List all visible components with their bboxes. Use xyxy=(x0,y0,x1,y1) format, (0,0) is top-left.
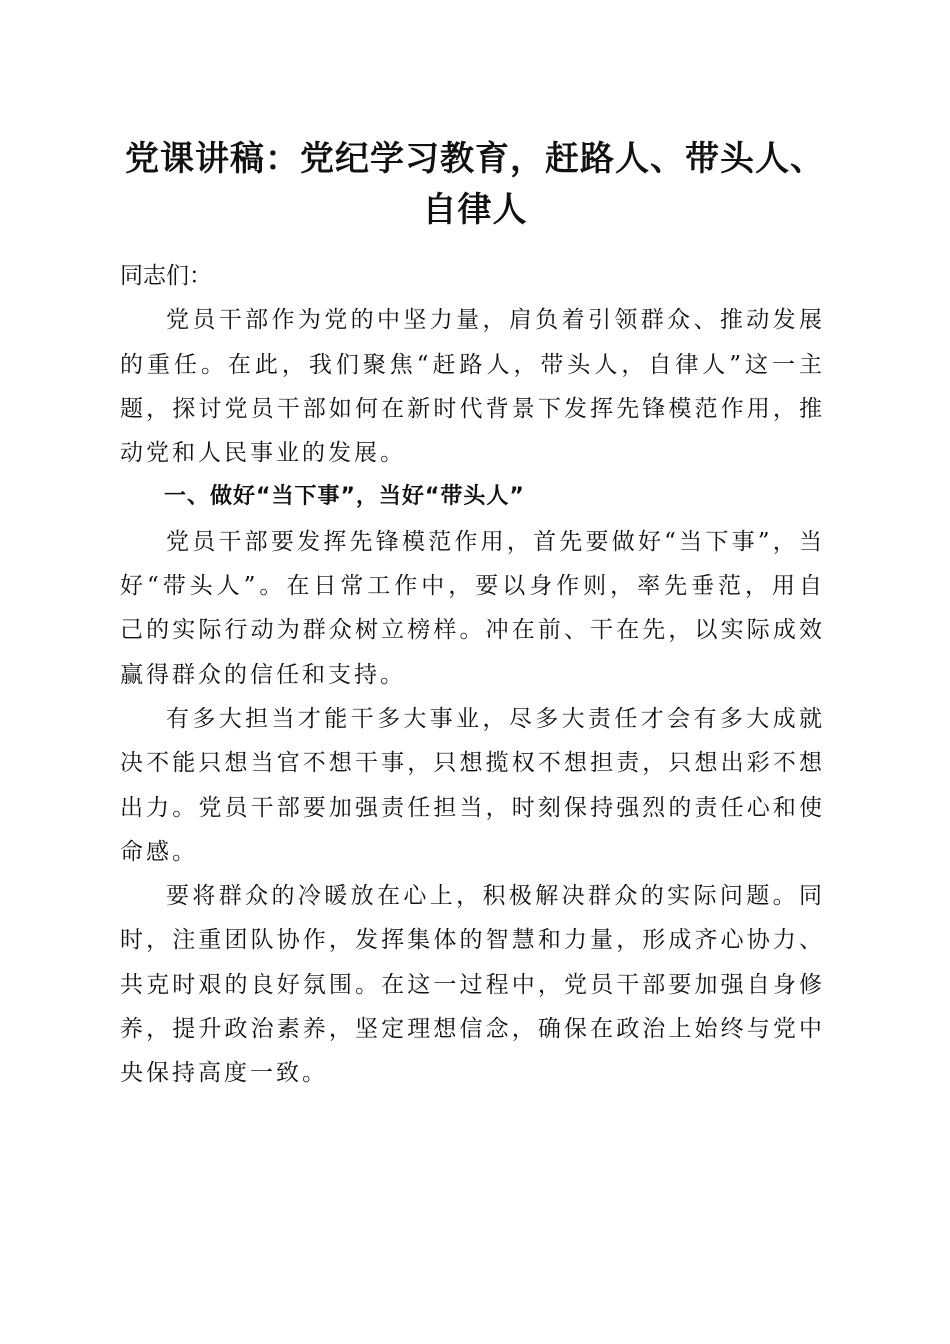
salutation: 同志们： xyxy=(120,263,212,289)
document-body xyxy=(120,254,825,1096)
paragraph-1: 党员干部要发挥先锋模范作用，首先要做好“当下事”，当好“带头人”。在日常工作中，要以身作则，率先垂范，用自己的实际行动为群众树立榜样。冲在前、干在先，以实际成效赢得群众的信任和支持。 xyxy=(120,528,825,688)
paragraph-2: 有多大担当才能干多大事业，尽多大责任才会有多大成就决不能只想当官不想干事，只想揽权不想担责，只想出彩不想出力。党员干部要加强责任担当，时刻保持强烈的责任心和使命感。 xyxy=(120,705,825,865)
section-heading-1: 一、做好“当下事”，当好“带头人” xyxy=(164,484,525,510)
title-line-1: 党课讲稿：党纪学习教育，赶路人、带头人、 xyxy=(125,139,825,179)
title-line-2: 自律人 xyxy=(422,190,528,230)
paragraph-intro: 党员干部作为党的中坚力量，肩负着引领群众、推动发展的重任。在此，我们聚焦“赶路人，带头人，自律人”这一主题，探讨党员干部如何在新时代背景下发挥先锋模范作用，推动党和人民事业的发展。 xyxy=(120,307,825,467)
paragraph-3: 要将群众的冷暖放在心上，积极解决群众的实际问题。同时，注重团队协作，发挥集体的智慧和力量，形成齐心协力、共克时艰的良好氛围。在这一过程中，党员干部要加强自身修养，提升政治素养，坚定理想信念，确保在政治上始终与党中央保持高度一致。 xyxy=(120,883,825,1087)
document-title xyxy=(100,134,850,236)
